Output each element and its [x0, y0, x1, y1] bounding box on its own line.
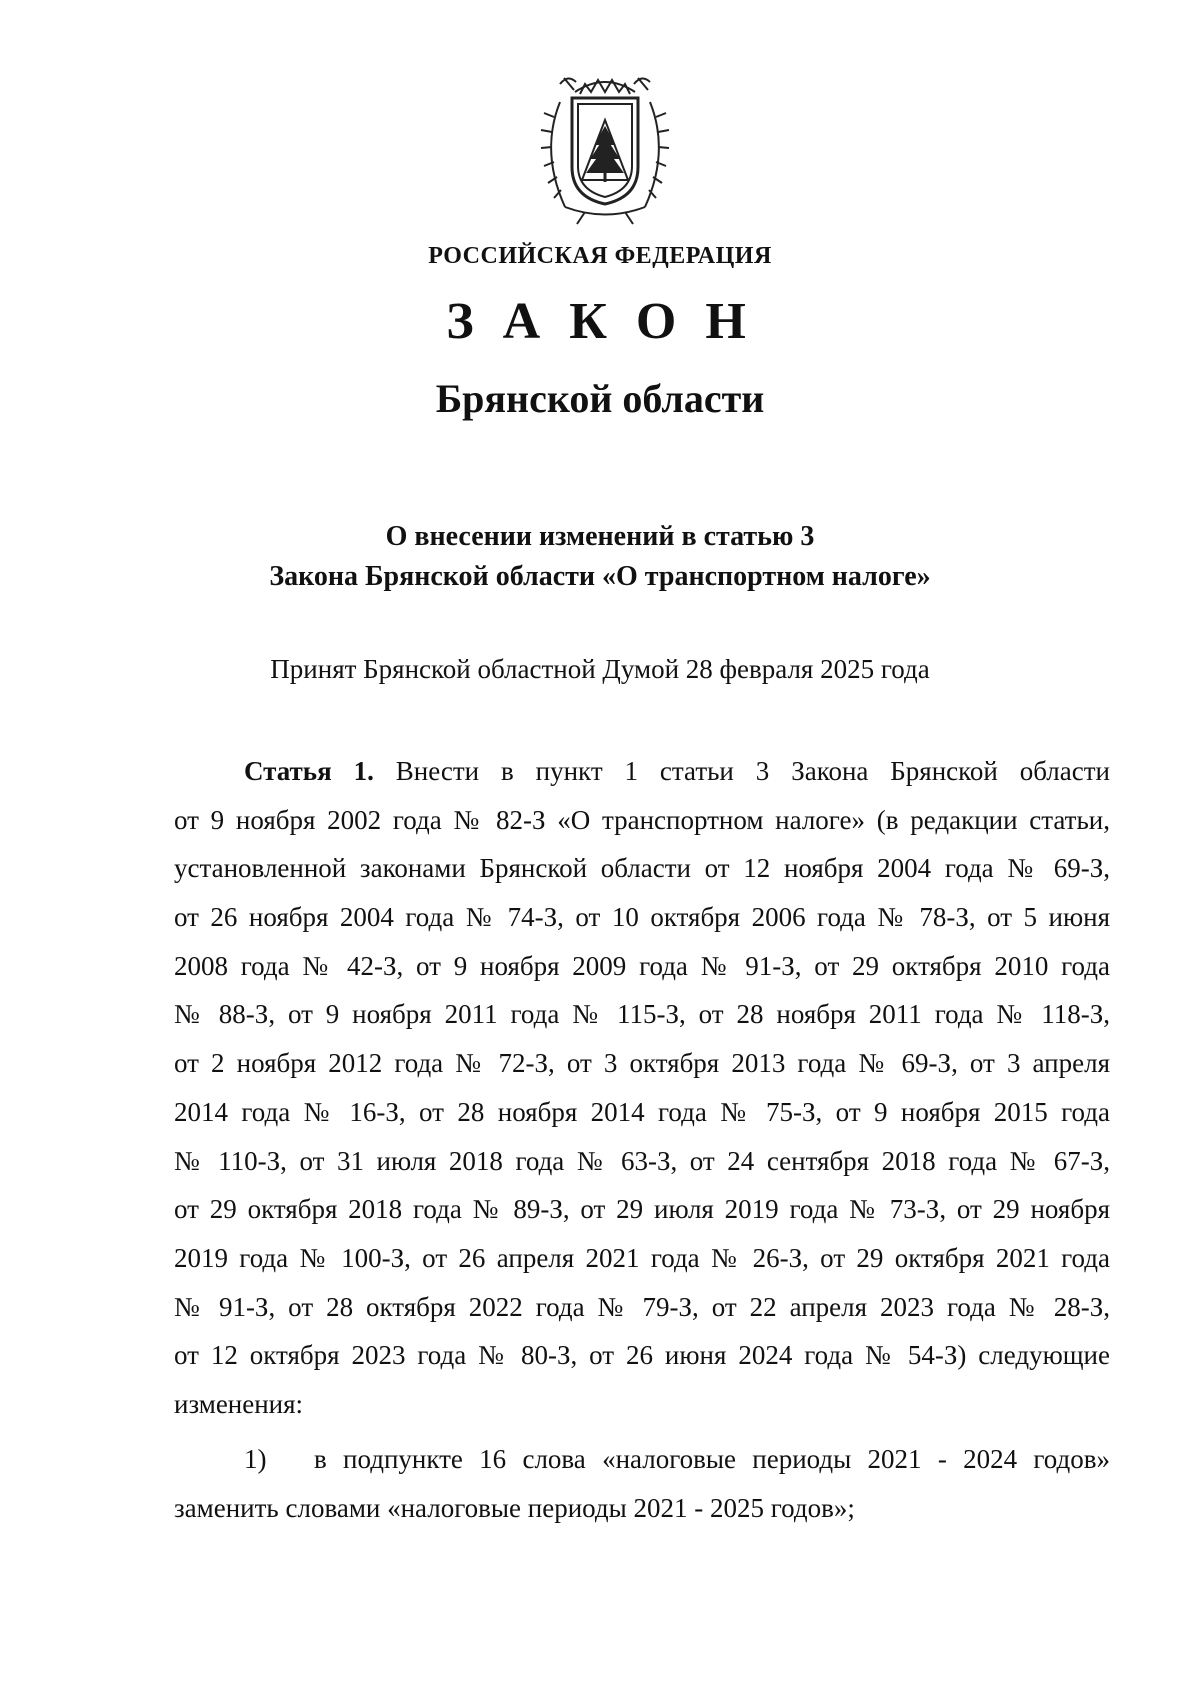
bryansk-coat-of-arms-icon: [530, 62, 680, 227]
law-title-line-2: Закона Брянской области «О транспортном налоге»: [269, 561, 931, 592]
amendment-item-number: 1): [244, 1444, 267, 1474]
article-1-line: от 26 ноября 2004 года № 74-З, от 10 октября 2006 года № 78-З, от 5 июня: [174, 902, 1110, 933]
article-1-line: изменения:: [174, 1388, 304, 1419]
article-1: [174, 747, 1110, 1429]
amendment-item-text: в подпункте 16 слова «налоговые периоды 2021 - 2024 годов»: [314, 1444, 1110, 1474]
amendment-item-line: заменить словами «налоговые периоды 2021 - 2025 годов»;: [174, 1492, 855, 1523]
article-1-line: от 12 октября 2023 года № 80-З, от 26 июня 2024 года № 54-З) следующие: [174, 1340, 1110, 1371]
country-name: РОССИЙСКАЯ ФЕДЕРАЦИЯ: [428, 243, 772, 269]
adoption-statement: Принят Брянской областной Думой 28 февраля 2025 года: [270, 654, 930, 684]
article-1-line: от 29 октября 2018 года № 89-З, от 29 июля 2019 года № 73-З, от 29 ноября: [174, 1194, 1110, 1225]
article-1-line: [174, 747, 1110, 796]
article-1-line: № 88-З, от 9 ноября 2011 года № 115-З, от 28 ноября 2011 года № 118-З,: [174, 999, 1110, 1030]
amendment-item-line: [174, 1435, 1110, 1484]
article-1-line: 2014 года № 16-З, от 28 ноября 2014 года № 75-З, от 9 ноября 2015 года: [174, 1096, 1110, 1127]
article-1-line: 2019 года № 100-З, от 26 апреля 2021 года № 26-З, от 29 октября 2021 года: [174, 1242, 1110, 1273]
article-1-line: № 110-З, от 31 июля 2018 года № 63-З, от 24 сентября 2018 года № 67-З,: [174, 1145, 1110, 1176]
article-1-line-text: Внести в пункт 1 статьи 3 Закона Брянской области: [395, 756, 1110, 786]
article-1-line: от 9 ноября 2002 года № 82-З «О транспортном налоге» (в редакции статьи,: [174, 804, 1110, 835]
amendment-item-1: [174, 1435, 1110, 1532]
law-title: [0, 517, 1200, 597]
region-name: Брянской области: [435, 376, 765, 421]
article-1-line: от 2 ноября 2012 года № 72-З, от 3 октября 2013 года № 69-З, от 3 апреля: [174, 1048, 1110, 1079]
law-title-line-1: О внесении изменений в статью 3: [385, 521, 815, 552]
document-type: З А К О Н: [446, 293, 754, 350]
article-1-line: установленной законами Брянской области от 12 ноября 2004 года № 69-З,: [174, 853, 1110, 884]
article-1-line: № 91-З, от 28 октября 2022 года № 79-З, от 22 апреля 2023 года № 28-З,: [174, 1291, 1110, 1322]
article-1-label: Статья 1.: [244, 756, 374, 786]
article-1-line: 2008 года № 42-З, от 9 ноября 2009 года № 91-З, от 29 октября 2010 года: [174, 950, 1110, 981]
